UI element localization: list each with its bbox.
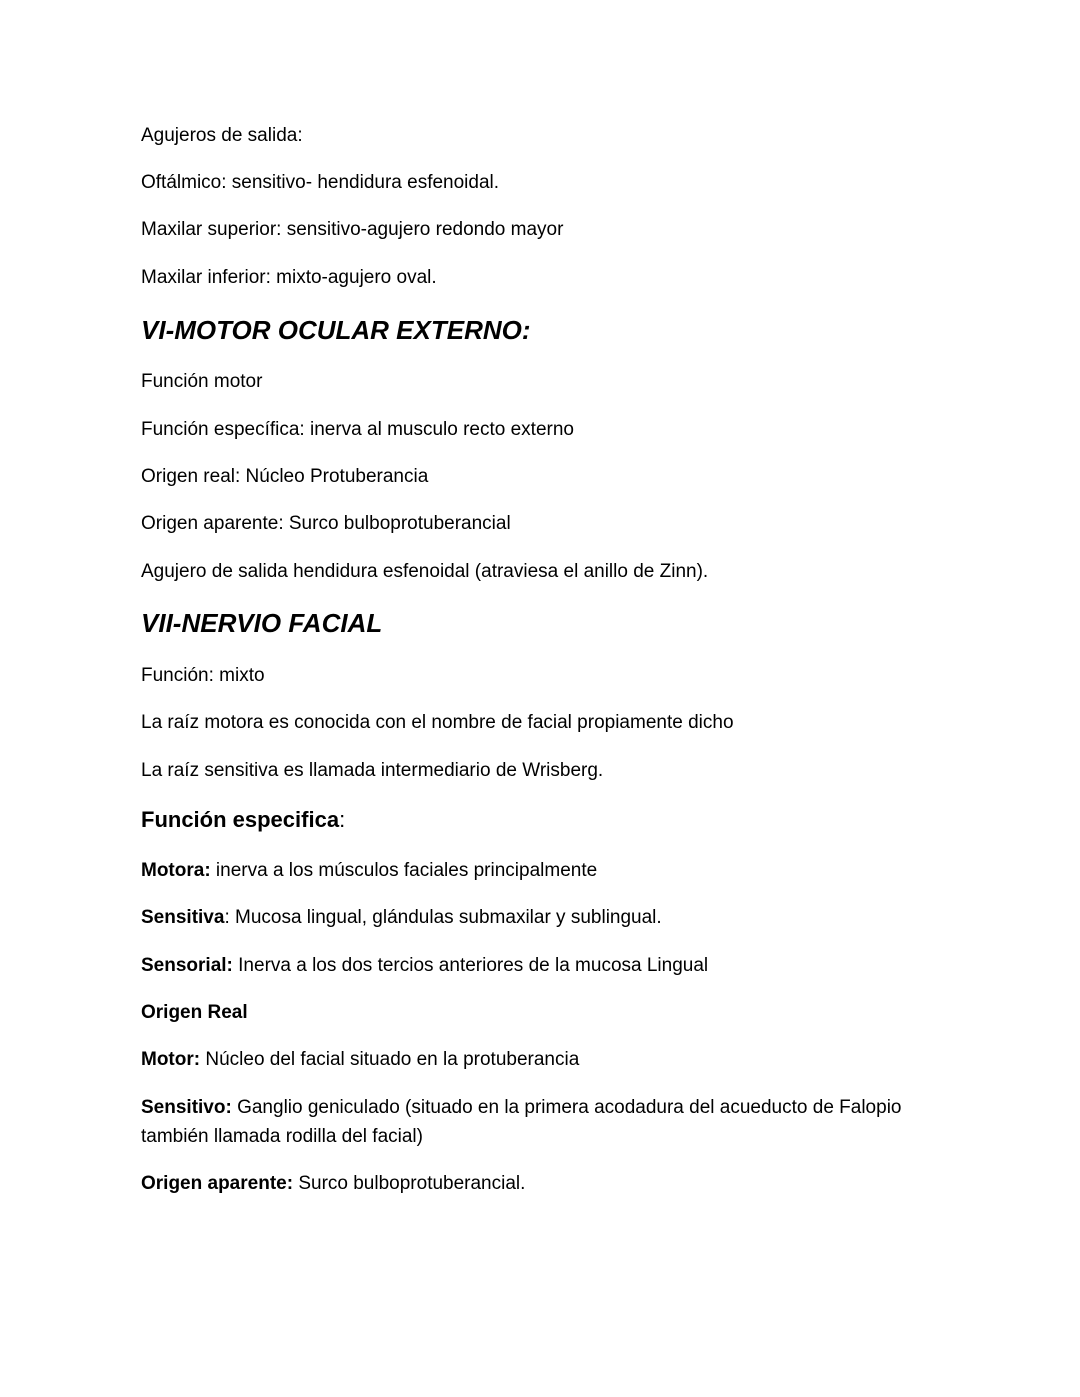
section-vii-heading: VII-NERVIO FACIAL: [141, 608, 383, 638]
section-vi-heading: VI-MOTOR OCULAR EXTERNO:: [141, 315, 531, 345]
vii-sensitiva-text: : Mucosa lingual, glándulas submaxilar y sublingual.: [224, 907, 662, 928]
vii-motor-text: Núcleo del facial situado en la protuberancia: [200, 1049, 580, 1070]
vii-motor-line: [141, 1045, 579, 1074]
vii-sensitivo-line: [141, 1093, 931, 1151]
vii-origen-aparente-label: Origen aparente:: [141, 1173, 294, 1194]
vii-raiz-motora: La raíz motora es conocida con el nombre de facial propiamente dicho: [141, 712, 734, 733]
vii-raiz-sensitiva: La raíz sensitiva es llamada intermediario de Wrisberg.: [141, 760, 604, 781]
exits-title: Agujeros de salida:: [141, 125, 303, 146]
vii-origen-real-label: Origen Real: [141, 1002, 248, 1023]
vii-sensitivo-text: Ganglio geniculado (situado en la primera acodadura del acueducto de Falopio también llamada rodilla del facial): [141, 1097, 902, 1147]
vii-funcion-especifica-colon: :: [339, 807, 346, 832]
vii-funcion-especifica-heading: [141, 805, 345, 835]
vii-sensorial-text: Inerva a los dos tercios anteriores de la mucosa Lingual: [232, 955, 709, 976]
vi-funcion: Función motor: [141, 371, 263, 392]
vii-motora-line: [141, 856, 597, 885]
maxilar-inferior-line: Maxilar inferior: mixto-agujero oval.: [141, 267, 437, 288]
vii-sensorial-label: Sensorial:: [141, 955, 233, 976]
vi-agujero-salida: Agujero de salida hendidura esfenoidal (atraviesa el anillo de Zinn).: [141, 561, 709, 582]
vi-origen-real: Origen real: Núcleo Protuberancia: [141, 466, 429, 487]
vii-origen-aparente-text: Surco bulboprotuberancial.: [293, 1173, 526, 1194]
vii-motora-label: Motora:: [141, 860, 211, 881]
vii-motor-label: Motor:: [141, 1049, 201, 1070]
vii-sensitivo-label: Sensitivo:: [141, 1097, 232, 1118]
vii-origen-real-line: [141, 998, 248, 1027]
vii-origen-aparente-line: [141, 1169, 525, 1198]
vii-funcion: Función: mixto: [141, 665, 265, 686]
vii-sensorial-line: [141, 951, 708, 980]
vii-funcion-especifica-label: Función especifica: [141, 807, 340, 832]
maxilar-superior-line: Maxilar superior: sensitivo-agujero redondo mayor: [141, 219, 564, 240]
vi-origen-aparente: Origen aparente: Surco bulboprotuberancial: [141, 513, 511, 534]
vii-motora-text: inerva a los músculos faciales principalmente: [210, 860, 598, 881]
vii-sensitiva-line: [141, 903, 662, 932]
vi-funcion-especifica: Función específica: inerva al musculo recto externo: [141, 419, 574, 440]
oftalmico-line: Oftálmico: sensitivo- hendidura esfenoidal.: [141, 172, 500, 193]
vii-sensitiva-label: Sensitiva: [141, 907, 225, 928]
